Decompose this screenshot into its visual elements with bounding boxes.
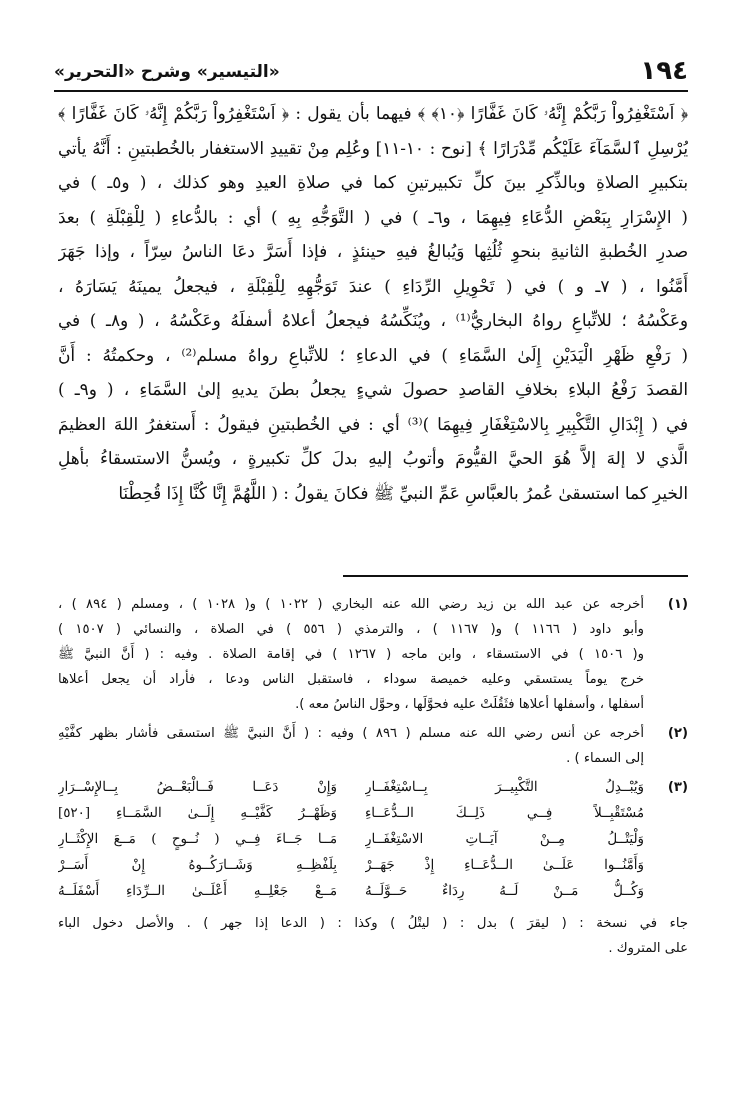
main-text xyxy=(58,96,688,566)
text-line: ( الإِسْرَارِ بِبَعْضِ الدُّعَاءِ فِيهِمَا ، و٦ـ ) في ( التَّوَجُّهِ بِهِ ) أي : بالدُّعاءِ ( لِلْقِبْلَةِ ) بعدَ xyxy=(58,206,688,227)
text-line: يُرْسِلِ ٱلسَّمَآءَ عَلَيْكُم مِّدْرَارًا ﴾ [نوح : ١٠-١١] وعُلِم مِنْ تقييدِ الاستغفار بالخُطبتينِ : أَنَّهُ يأتي xyxy=(58,137,688,158)
text-line: القصدَ رَفْعُ البلاءِ بخلافِ القاصدِ حصولَ شيءٍ يجعلُ بطنَ يديهِ إلىٰ السَّمَاءِ ، ( و٩ـ ) xyxy=(58,379,688,399)
verse-second-hemistich: مَــا جَــاءَ فِــي ( نُــوحٍ ) مَــعَ الإِكْثَــارِ xyxy=(58,832,337,847)
footnote-line: أخرجه عن عبد الله بن زيد رضي الله عنه البخاري ( ١٠٢٢ ) و( ١٠٢٨ ) ، ومسلم ( ٨٩٤ ) ، xyxy=(58,597,644,612)
verse-first-hemistich: وَأَمَّنُــوا عَلَــىٰ الــدُّعَــاءِ إِذْ جَهَــرْ xyxy=(365,858,644,873)
text-line: في ( إِبْدَالِ التَّكْبِيرِ بِالاسْتِغْفَارِ فِيهِمَا )⁽³⁾ أي : في الخُطبتينِ فيقولُ : أَستغفرُ اللهَ العظيمَ xyxy=(58,413,688,434)
footnote-variant-note xyxy=(58,911,688,961)
text-line: ﴿ اَسْتَغْفِرُواْ رَبَّكُمْ إِنَّهُۥ كَانَ غَفَّارًا ﴿١٠﴾ ﴾ فيهما بأن يقول : ﴿ اَسْتَغْفِرُواْ رَبَّكُمْ إِنَّهُۥ كَانَ غَفَّارًا ﴾ xyxy=(58,103,688,123)
text-line: الخيرِ كما استسقىٰ عُمرُ بالعبَّاسِ عَمِّ النبيِّ ﷺ فكانَ يقولُ : ( اللَّهُمَّ إِنَّا كُنَّا إِذَا قُحِطْنَا xyxy=(118,482,688,503)
text-line: ( رَفْعِ ظَهْرِ الْيَدَيْنِ إِلَىٰ السَّمَاءِ ) في الدعاءِ ؛ للاتِّباعِ رواهُ مسلم⁽²⁾ ، وحكمتُهُ : أَنَّ xyxy=(58,344,688,365)
text-line: أَمَّنُوا ، ( ٧ـ و ) في ( تَحْوِيلِ الرِّدَاءِ ) عندَ تَوَجُّهِهِ لِلْقِبْلَةِ ، فيجعلُ يمينَهُ يَسَارَهُ ، xyxy=(58,275,688,296)
footnote-line: أسفلها ، وأسفلها أعلاها فثَقُلَتْ عليه فحوَّلَها ، وحوَّل الناسُ معه ). xyxy=(295,697,644,712)
footnote-2 xyxy=(58,721,688,771)
page-header xyxy=(54,56,688,92)
text-line: الَّذي لا إلهَ إلاَّ هُوَ الحيَّ القيُّومَ وأتوبُ إليهِ بدلَ كلِّ تكبيرةٍ ، ويُسنُّ الاستسقاءُ بأهلِ xyxy=(58,448,688,468)
footnote-1 xyxy=(58,592,688,717)
footnote-number: (٣) xyxy=(667,780,688,795)
text-line: صدرِ الخُطبةِ الثانيةِ بنحوِ ثُلُثِها وَيُبالغُ فيهِ حينئذٍ ، فإذا أَسَرَّ دعَا الناسُ سِرّاً ، وإذا جَهَرَ xyxy=(58,241,688,261)
text-line: وعَكْسُهُ ؛ للاتِّباعِ رواهُ البخاريُّ⁽¹⁾ ، ويُنَكِّسُهُ فيجعلُ أعلاهُ أسفلَهُ وعَكْسُهُ ، ( و٨ـ ) في xyxy=(58,310,688,330)
footnote-line: إلى السماء ) . xyxy=(566,751,644,766)
footnotes xyxy=(58,592,688,1062)
footnote-line: و( ١٥٠٦ ) في الاستسقاء ، وابن ماجه ( ١٢٦٧ ) في إقامة الصلاة . وفيه : ( أَنَّ النبيَّ ﷺ xyxy=(58,647,644,662)
verse-first-hemistich: وَيُبْــدِلُ التَّكْبِيــرَ بِــاسْتِغْفَــارِ xyxy=(365,780,644,795)
footnote-separator xyxy=(343,575,688,577)
verse-first-hemistich: وَلْيَتْــلُ مِــنْ آيَــاتِ الاسْتِغْفَــارِ xyxy=(365,832,644,847)
poem-verses xyxy=(58,775,644,905)
text-line: بتكبيرِ الصلاةِ وبالذِّكرِ بينَ كلِّ تكبيرتينِ كما في صلاةِ العيدِ وهو كذلك ، ( و٥ـ ) في xyxy=(58,172,688,192)
footnote-line: خرج يوماً يستسقي وعليه خميصة سوداء ، فاستقبل الناس ودعا ، فأراد أن يجعل أعلاها xyxy=(58,672,644,687)
verse-first-hemistich: مُسْتَقْبِــلاً فِــي ذَلِــكَ الــدُّعَــاءِ xyxy=(365,806,644,821)
note-line: جاء في نسخة : ( ليقرَ ) بدل : ( ليتْلُ ) وكذا : ( الدعا إذا جهر ) . والأصل دخول الباء xyxy=(58,916,688,931)
running-title: «التيسير» وشرح «التحرير» xyxy=(54,62,280,82)
footnote-3 xyxy=(58,775,688,905)
verse-second-hemistich: وَإِنْ دَعَــا فَــالْبَعْــضُ بِــالإِسْــرَارِ xyxy=(58,780,337,795)
note-line: على المتروك . xyxy=(608,941,688,956)
footnote-number: (١) xyxy=(667,597,688,612)
verse-second-hemistich: مَــعْ جَعْلِــهِ أَعْلَــىٰ الــرِّدَاءِ أَسْفَلَــهُ xyxy=(58,884,337,899)
footnote-line: وأبو داود ( ١١٦٦ ) و( ١١٦٧ ) ، والترمذي ( ٥٥٦ ) في الصلاة ، والنسائي ( ١٥٠٧ ) xyxy=(58,622,644,637)
verse-second-hemistich: وَظَهْــرُ كَفَّيْــهِ إِلَــىٰ السَّمَــاءِ [٥٢٠] xyxy=(58,806,337,821)
verse-second-hemistich: بِلَفْظِــهِ وَشَــارَكُــوهُ إِنْ أَسَــرْ xyxy=(58,858,337,873)
page-number: ١٩٤ xyxy=(640,56,688,86)
footnote-number: (٢) xyxy=(667,726,688,741)
footnote-line: أخرجه عن أنس رضي الله عنه مسلم ( ٨٩٦ ) وفيه : ( أَنَّ النبيَّ ﷺ استسقى فأشار بظهر كفَّيْهِ xyxy=(58,726,644,741)
verse-first-hemistich: وَكُــلُّ مَــنْ لَــهُ رِدَاءٌ حَــوَّلَــهُ xyxy=(365,884,644,899)
